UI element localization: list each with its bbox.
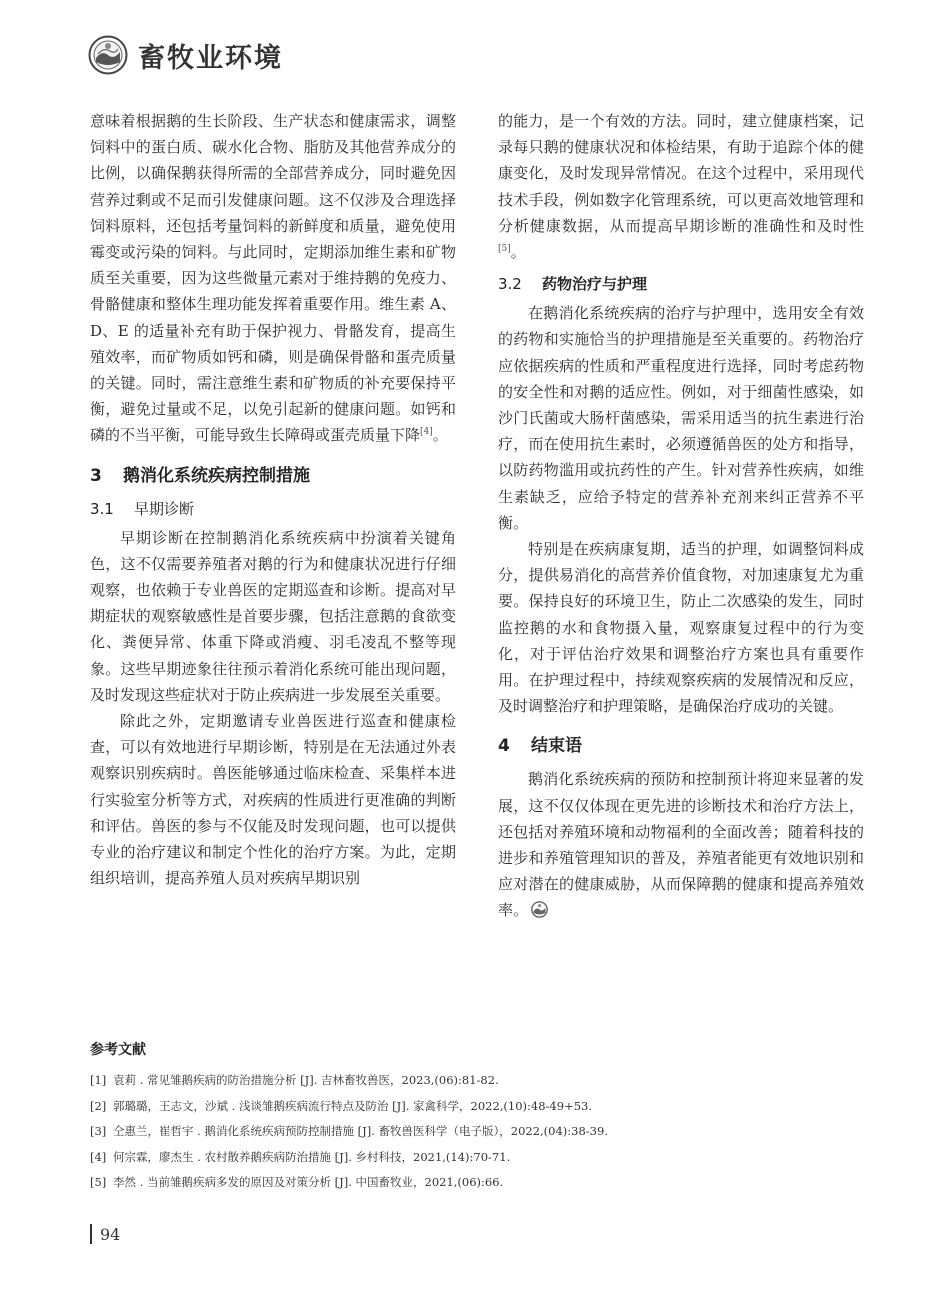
reference-text: 何宗霖，廖杰生 . 农村散养鹅疾病防治措施 [J]. 乡村科技，2021,(14):70-71.	[113, 1149, 511, 1164]
reference-number: [1]	[90, 1073, 107, 1087]
reference-item	[90, 1094, 870, 1120]
reference-text: 郭璐璐，王志文，沙斌 . 浅谈雏鹅疾病流行特点及防治 [J]. 家禽科学，2022,(10):48-49+53.	[113, 1098, 592, 1113]
reference-item	[90, 1170, 870, 1196]
reference-number: [4]	[90, 1149, 107, 1164]
paragraph: 在鹅消化系统疾病的治疗与护理中，选用安全有效的药物和实施恰当的护理措施是至关重要的。药物治疗应依据疾病的性质和严重程度进行选择，同时考虑药物的安全性和对鹅的适应性。例如，对于细菌性感染，如沙门氏菌或大肠杆菌感染，需采用适当的抗生素进行治疗，而在使用抗生素时，必须遵循兽医的处方和指导，以防药物滥用或抗药性的产生。针对营养性疾病，如维生素缺乏，应给予特定的营养补充剂来纠正营养不平衡。	[498, 304, 864, 532]
paragraph: 意味着根据鹅的生长阶段、生产状态和健康需求，调整饲料中的蛋白质、碳水化合物、脂肪及其他营养成分的比例，以确保鹅获得所需的全部营养成分，同时避免因营养过剩或不足而引发健康问题。这不仅涉及合理选择饲料原料，还包括考量饲料的新鲜度和质量，避免使用霉变或污染的饲料。与此同时，定期添加维生素和矿物质至关重要，因为这些微量元素对于维持鹅的免疫力、骨骼健康和整体生理功能发挥着重要作用。维生素 A、D、E 的适量补充有助于保护视力、骨骼发育，提高生殖效率，而矿物质如钙和磷，则是确保骨骼和蛋壳质量的关键。同时，需注意维生素和矿物质的补充要保持平衡，避免过量或不足，以免引起新的健康问题。如钙和磷的不当平衡，可能导致生长障碍或蛋壳质量下降[4]。	[90, 112, 456, 445]
page-number	[90, 1224, 120, 1244]
citation-ref[interactable]: [4]	[420, 427, 433, 438]
article-end-seal-icon	[531, 901, 548, 918]
paragraph: 除此之外，定期邀请专业兽医进行巡查和健康检查，可以有效地进行早期诊断，特别是在无法通过外表观察识别疾病时。兽医能够通过临床检查、采集样本进行实验室分析等方式，对疾病的性质进行更准确的判断和评估。兽医的参与不仅能及时发现问题，也可以提供专业的治疗建议和制定个性化的治疗方案。为此，定期组织培训，提高养殖人员对疾病早期识别	[90, 712, 456, 888]
journal-title: 畜牧业环境	[138, 42, 283, 74]
citation-ref[interactable]: [5]	[498, 244, 511, 255]
page-number-text: 94	[100, 1224, 121, 1244]
right-column	[498, 108, 864, 924]
journal-seal-icon	[88, 35, 128, 75]
reference-list	[90, 1068, 870, 1196]
section-heading-3: 3 鹅消化系统疾病控制措施	[90, 465, 310, 486]
journal-header	[88, 33, 283, 77]
reference-item	[90, 1145, 870, 1171]
reference-text: 袁莉 . 常见雏鹅疾病的防治措施分析 [J]. 吉林畜牧兽医，2023,(06):81-82.	[113, 1073, 499, 1087]
reference-number: [2]	[90, 1098, 107, 1113]
paragraph: 的能力，是一个有效的方法。同时，建立健康档案，记录每只鹅的健康状况和体检结果，有助于追踪个体的健康变化，及时发现异常情况。在这个过程中，采用现代技术手段，例如数字化管理系统，可以更高效地管理和分析健康数据，从而提高早期诊断的准确性和及时性[5]。	[498, 112, 864, 262]
references-title: 参考文献	[90, 1042, 146, 1058]
reference-number: [3]	[90, 1124, 107, 1138]
paragraph: 特别是在疾病康复期，适当的护理，如调整饲料成分，提供易消化的高营养价值食物，对加速康复尤为重要。保持良好的环境卫生，防止二次感染的发生，同时监控鹅的水和食物摄入量，观察康复过程中的行为变化，对于评估治疗效果和调整治疗方案也具有重要作用。在护理过程中，持续观察疾病的发展情况和反应，及时调整治疗和护理策略，是确保治疗成功的关键。	[498, 540, 864, 716]
page-number-bar	[90, 1224, 92, 1244]
section-heading-4: 4 结束语	[498, 736, 582, 757]
paragraph: 鹅消化系统疾病的预防和控制预计将迎来显著的发展，这不仅仅体现在更先进的诊断技术和治疗方法上，还包括对养殖环境和动物福利的全面改善；随着科技的进步和养殖管理知识的普及，养殖者能更有效地识别和应对潜在的健康威胁，从而保障鹅的健康和提高养殖效率。	[498, 770, 864, 920]
subsection-heading-3-1: 3.1 早期诊断	[90, 499, 195, 518]
subsection-heading-3-2: 3.2 药物治疗与护理	[498, 275, 648, 294]
reference-text: 仝惠兰，崔哲宇 . 鹅消化系统疾病预防控制措施 [J]. 畜牧兽医科学（电子版），2022,(04):38-39.	[113, 1124, 608, 1138]
reference-text: 李然 . 当前雏鹅疾病多发的原因及对策分析 [J]. 中国畜牧业，2021,(06):66.	[113, 1175, 504, 1189]
left-column	[90, 108, 456, 891]
reference-item	[90, 1068, 870, 1094]
reference-number: [5]	[90, 1175, 107, 1189]
paragraph: 早期诊断在控制鹅消化系统疾病中扮演着关键角色，这不仅需要养殖者对鹅的行为和健康状况进行仔细观察，也依赖于专业兽医的定期巡查和诊断。提高对早期症状的观察敏感性是首要步骤，包括注意鹅的食欲变化、粪便异常、体重下降或消瘦、羽毛凌乱不整等现象。这些早期迹象往往预示着消化系统可能出现问题，及时发现这些症状对于防止疾病进一步发展至关重要。	[90, 528, 456, 704]
reference-item	[90, 1119, 870, 1145]
references-section	[90, 1040, 870, 1196]
